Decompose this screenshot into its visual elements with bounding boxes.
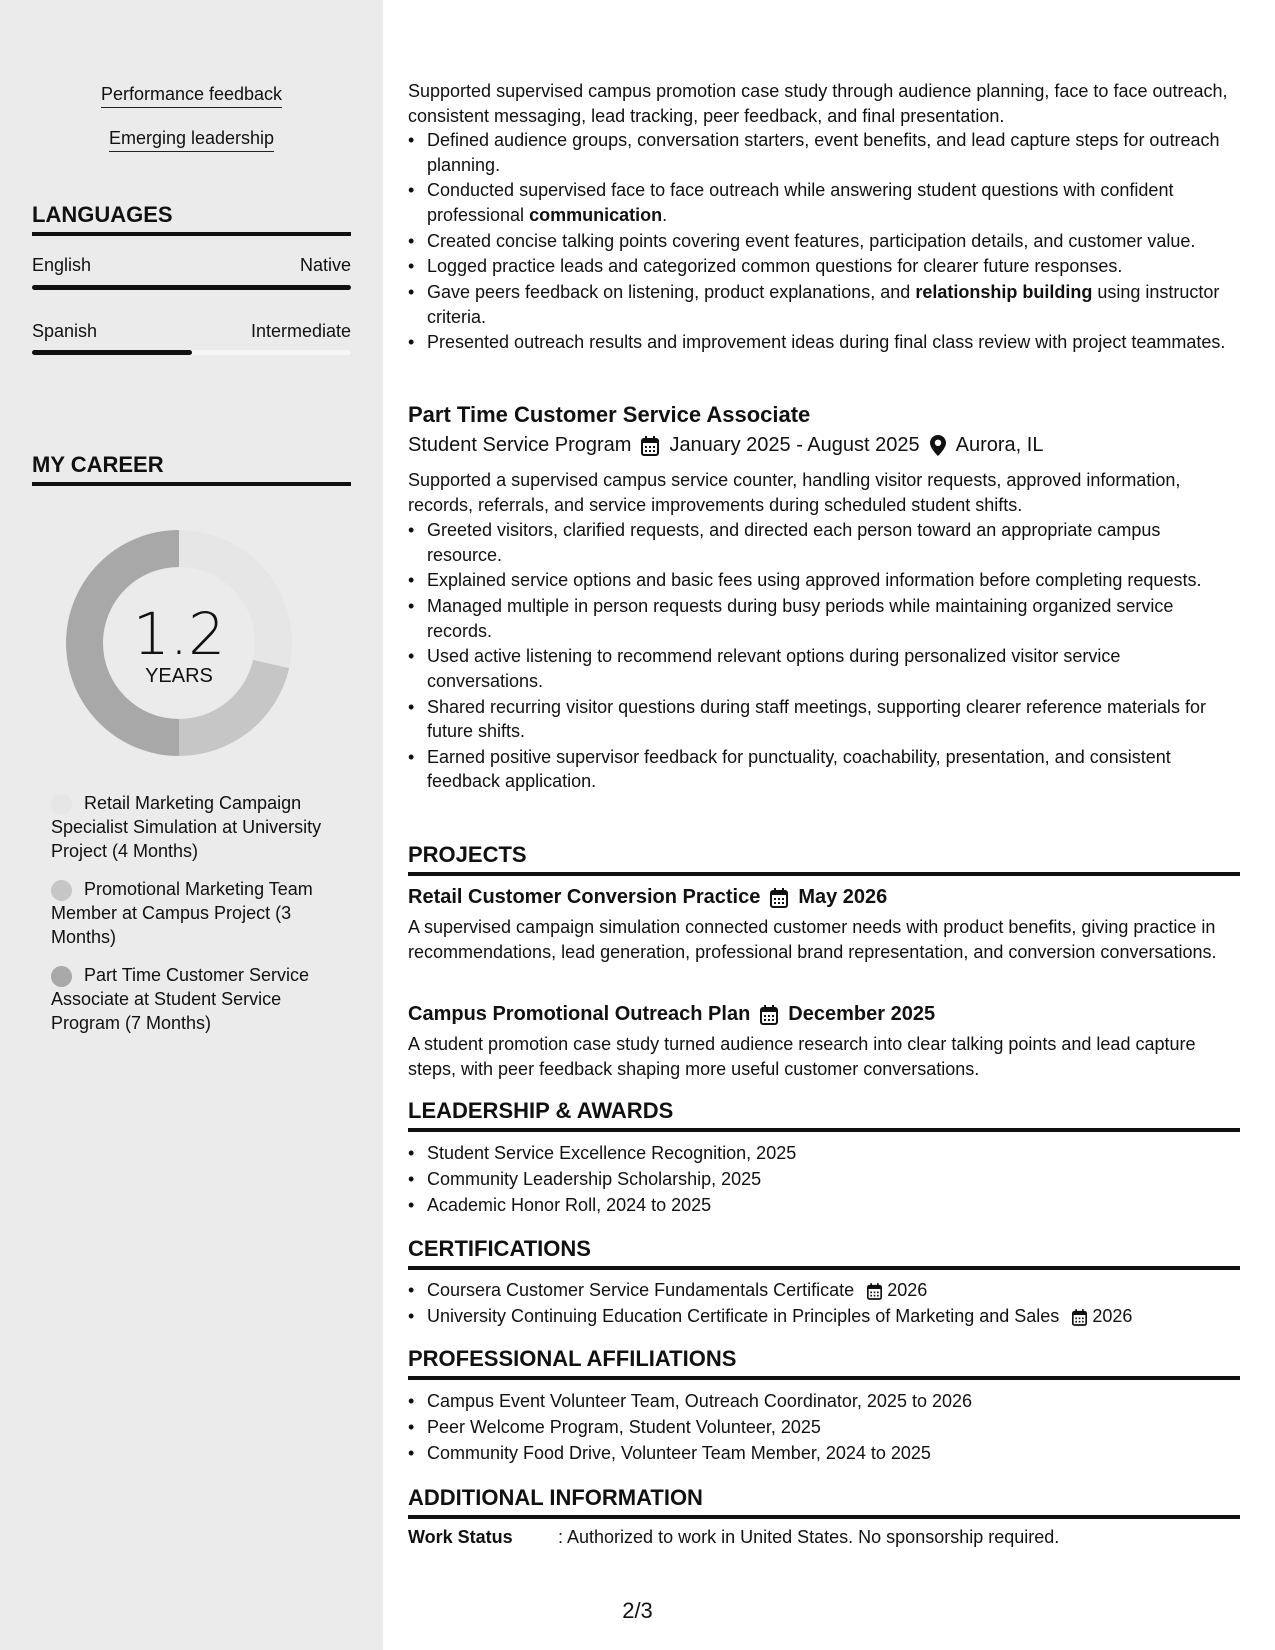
list-item: • Student Service Excellence Recognition, 2025 (408, 1141, 1240, 1166)
project-date: May 2026 (798, 886, 888, 908)
job-summary: Supported a supervised campus service counter, handling visitor requests, approved information, records, referrals, and service improvements during scheduled student shifts. (408, 470, 1181, 515)
experience-bullets (408, 128, 1240, 356)
career-item: Part Time Customer Service Associate at Student Service Program (7 Months) (51, 965, 310, 1033)
project-name: Campus Promotional Outreach Plan (408, 1003, 751, 1025)
skill-tag: Performance feedback (0, 84, 383, 108)
language-bar-fill (32, 350, 192, 355)
job-title: Part Time Customer Service Associate (408, 402, 811, 427)
language-bar (32, 350, 351, 355)
language-row (32, 321, 351, 342)
list-item: • Explained service options and basic fees using approved information before completing requests. (408, 568, 1240, 593)
certifications-list (408, 1278, 1240, 1330)
project-title (408, 886, 887, 909)
calendar-icon (641, 436, 659, 456)
list-item: • Used active listening to recommend relevant options during personalized visitor service conversations. (408, 644, 1240, 693)
language-level: Intermediate (250, 321, 351, 341)
list-item: • Conducted supervised face to face outreach while answering student questions with confident professional communication. (408, 178, 1240, 227)
career-total: 1.2 (132, 600, 226, 668)
map-pin-icon (930, 435, 946, 456)
calendar-icon (1072, 1309, 1087, 1326)
work-status-value: : Authorized to work in United States. No sponsorship required. (558, 1527, 1060, 1547)
list-item: • Shared recurring visitor questions during staff meetings, supporting clearer reference materials for future shifts. (408, 695, 1240, 744)
language-name: Spanish (32, 321, 98, 341)
list-item: • Presented outreach results and improvement ideas during final class review with project teammates. (408, 330, 1240, 355)
leadership-heading: LEADERSHIP & AWARDS (408, 1098, 1240, 1132)
job-org: Student Service Program (408, 434, 632, 456)
affiliations-list (408, 1389, 1240, 1466)
career-item: Promotional Marketing Team Member at Campus Project (3 Months) (51, 879, 313, 947)
language-bar (32, 285, 351, 290)
career-heading: MY CAREER (32, 452, 351, 486)
career-item: Retail Marketing Campaign Specialist Simulation at University Project (4 Months) (51, 793, 322, 861)
career-unit: YEARS (145, 665, 213, 687)
job-meta (408, 434, 1043, 457)
experience-summary: Supported supervised campus promotion case study through audience planning, face to face outreach, consistent messaging, lead tracking, peer feedback, and final presentation. (408, 81, 1228, 126)
additional-info-heading: ADDITIONAL INFORMATION (408, 1485, 1240, 1519)
project-description: A student promotion case study turned audience research into clear talking points and lead capture steps, with peer feedback shaping more useful customer conversations. (408, 1034, 1196, 1079)
job-location: Aurora, IL (955, 434, 1044, 456)
page-number: 2/3 (622, 1598, 653, 1623)
calendar-icon (867, 1283, 882, 1300)
main-content (408, 0, 1240, 1650)
list-item: • Academic Honor Roll, 2024 to 2025 (408, 1193, 1240, 1218)
work-status-label: Work Status (408, 1527, 513, 1547)
list-item: • Gave peers feedback on listening, product explanations, and relationship building using instructor criteria. (408, 280, 1240, 329)
calendar-icon (760, 1005, 778, 1025)
language-row (32, 255, 351, 276)
list-item: • Community Leadership Scholarship, 2025 (408, 1167, 1240, 1192)
project-date: December 2025 (788, 1003, 936, 1025)
affiliations-heading: PROFESSIONAL AFFILIATIONS (408, 1346, 1240, 1380)
sidebar (0, 0, 383, 1650)
job-bullets (408, 518, 1240, 795)
job-dates: January 2025 - August 2025 (669, 434, 920, 456)
project-description: A supervised campaign simulation connected customer needs with product benefits, giving practice in recommendations, lead generation, professional brand representation, and conversion conversations. (408, 917, 1217, 962)
language-name: English (32, 255, 92, 275)
calendar-icon (770, 888, 788, 908)
languages-heading: LANGUAGES (32, 202, 351, 236)
list-item: • Logged practice leads and categorized common questions for clearer future responses. (408, 254, 1240, 279)
list-item: • Community Food Drive, Volunteer Team Member, 2024 to 2025 (408, 1441, 1240, 1466)
certification-item: • University Continuing Education Certificate in Principles of Marketing and Sales 2026 (408, 1304, 1240, 1329)
project-name: Retail Customer Conversion Practice (408, 886, 761, 908)
list-item: • Campus Event Volunteer Team, Outreach Coordinator, 2025 to 2026 (408, 1389, 1240, 1414)
skill-tag: Emerging leadership (0, 128, 383, 152)
leadership-list (408, 1141, 1240, 1218)
certification-item: • Coursera Customer Service Fundamentals Certificate 2026 (408, 1278, 1240, 1303)
list-item: • Defined audience groups, conversation starters, event benefits, and lead capture steps for outreach planning. (408, 128, 1240, 177)
list-item: • Peer Welcome Program, Student Volunteer, 2025 (408, 1415, 1240, 1440)
language-bar-fill (32, 285, 351, 290)
certifications-heading: CERTIFICATIONS (408, 1236, 1240, 1270)
language-level: Native (299, 255, 351, 275)
project-title (408, 1003, 935, 1026)
list-item: • Managed multiple in person requests during busy periods while maintaining organized service records. (408, 594, 1240, 643)
list-item: • Earned positive supervisor feedback for punctuality, coachability, presentation, and consistent feedback application. (408, 745, 1240, 794)
projects-heading: PROJECTS (408, 842, 1240, 876)
list-item: • Greeted visitors, clarified requests, and directed each person toward an appropriate campus resource. (408, 518, 1240, 567)
list-item: • Created concise talking points covering event features, participation details, and customer value. (408, 229, 1240, 254)
